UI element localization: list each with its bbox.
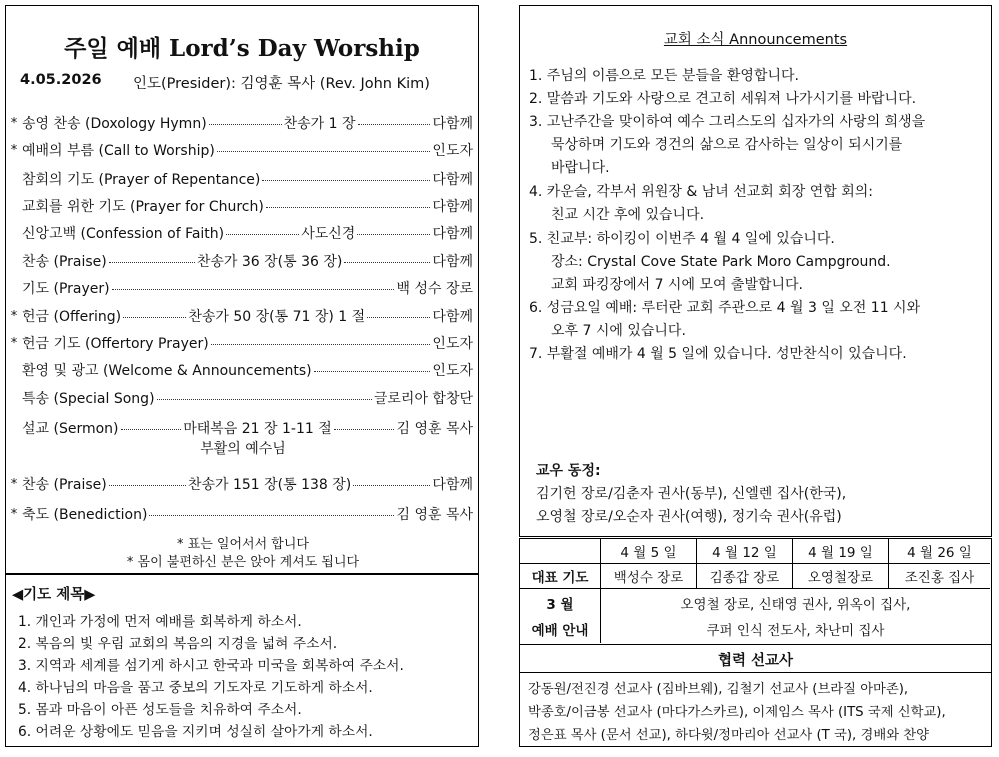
order-item-label: 특송 (Special Song)	[22, 391, 155, 407]
dotted-leader	[353, 485, 430, 486]
announcement-line: 묵상하며 기도와 경건의 삶으로 감사하는 일상이 되시기를	[551, 137, 903, 153]
standing-marker: *	[10, 308, 18, 324]
order-item-label: 헌금 (Offering)	[22, 309, 122, 325]
order-item-leader: 인도자	[432, 143, 473, 159]
dotted-leader	[211, 344, 431, 345]
standing-note: * 표는 일어서서 합니다	[177, 537, 309, 552]
prayer-item: 3. 지역과 세계를 섬기게 하시고 한국과 미국을 회복하여 주소서.	[18, 658, 404, 674]
worship-order-row	[6, 139, 480, 161]
dotted-leader	[157, 399, 372, 400]
announcement-line: 친교 시간 후에 있습니다.	[551, 207, 705, 223]
order-item-leader: 인도자	[432, 336, 473, 352]
worship-order-row	[6, 112, 480, 134]
order-item-leader: 글로리아 합창단	[373, 391, 473, 407]
divider	[520, 672, 991, 673]
order-item-leader: 다함께	[432, 199, 473, 215]
prayer-item: 1. 개인과 가정에 먼저 예배를 회복하게 하소서.	[18, 614, 302, 630]
dotted-leader	[217, 151, 431, 152]
prayer-topics-title: ◀기도 제목▶	[12, 587, 96, 603]
worship-guide-label	[520, 589, 601, 643]
dotted-leader	[112, 289, 395, 290]
dotted-leader	[109, 485, 186, 486]
worship-order-row	[6, 417, 480, 439]
worship-title: 주일 예배 Lord’s Day Worship	[64, 35, 420, 62]
order-item-label: 참회의 기도 (Prayer of Repentance)	[22, 172, 261, 188]
dotted-leader	[226, 234, 299, 235]
dotted-leader	[149, 515, 394, 516]
dotted-leader	[121, 429, 182, 430]
schedule-corner-cell	[520, 539, 601, 564]
worship-order-row	[6, 332, 480, 354]
missionary-line: 강동원/전진경 선교사 (짐바브웨), 김철기 선교사 (브라질 아마존),	[528, 682, 909, 697]
order-item-label: 기도 (Prayer)	[22, 281, 110, 297]
dotted-leader	[209, 124, 282, 125]
order-item-label: 교회를 위한 기도 (Prayer for Church)	[22, 199, 264, 215]
worship-guide-title: 예배 안내	[531, 623, 589, 639]
standing-marker: *	[10, 142, 18, 158]
worship-guide-month: 3 월	[546, 597, 574, 613]
order-item-label: 찬송 (Praise)	[22, 254, 107, 270]
member-news-line: 오영철 장로/오순자 권사(여행), 정기숙 권사(유럽)	[536, 509, 842, 525]
worship-order-row	[6, 168, 480, 190]
standing-marker: *	[10, 506, 18, 522]
order-item-reference: 사도신경	[301, 226, 356, 242]
announcement-line: 2. 말씀과 기도와 사랑으로 견고히 세워져 나가시기를 바랍니다.	[529, 91, 917, 107]
schedule-table	[519, 538, 992, 645]
worship-date: 4.05.2026	[20, 72, 102, 88]
announcement-line: 3. 고난주간을 맞이하여 예수 그리스도의 십자가의 사랑의 희생을	[529, 114, 926, 130]
missionaries-title: 협력 선교사	[717, 653, 794, 669]
order-item-leader: 다함께	[432, 309, 473, 325]
member-news-title: 교우 동정:	[536, 463, 601, 479]
worship-order-row	[6, 503, 480, 525]
order-item-leader: 인도자	[432, 363, 473, 379]
announcement-line: 5. 친교부: 하이킹이 이번주 4 월 4 일에 있습니다.	[529, 231, 835, 247]
prayer-item: 2. 복음의 빛 우림 교회의 복음의 지경을 넓혀 주소서.	[18, 636, 338, 652]
prayer-item: 6. 어려운 상황에도 믿음을 지키며 성실히 살아가게 하소서.	[18, 724, 373, 740]
order-item-leader: 다함께	[432, 254, 473, 270]
worship-guide-line: 쿠퍼 인식 전도사, 차난미 집사	[706, 623, 885, 639]
schedule-date: 4 월 5 일	[601, 539, 697, 564]
announcement-line: 1. 주님의 이름으로 모든 분들을 환영합니다.	[529, 68, 799, 84]
worship-order-row	[6, 359, 480, 381]
missionary-line: 정은표 목사 (문서 선교), 하다윗/정마리아 선교사 (T 국), 경배와 찬양	[528, 728, 929, 743]
order-item-leader: 김 영훈 목사	[396, 507, 473, 523]
announcement-line: 6. 성금요일 예배: 루터란 교회 주관으로 4 월 3 일 오전 11 시와	[529, 300, 921, 316]
prayer-leader: 김종갑 장로	[697, 564, 793, 589]
announcement-line: 교회 파킹장에서 7 시에 모여 출발합니다.	[551, 277, 803, 293]
prayer-item: 4. 하나님의 마음을 품고 중보의 기도자로 기도하게 하소서.	[18, 680, 373, 696]
order-item-label: 신앙고백 (Confession of Faith)	[22, 226, 225, 242]
prayer-leader: 오영철장로	[793, 564, 889, 589]
schedule-date: 4 월 26 일	[889, 539, 990, 564]
seating-note: * 몸이 불편하신 분은 앉아 계셔도 됩니다	[126, 555, 360, 570]
dotted-leader	[357, 234, 430, 235]
standing-marker: *	[10, 335, 18, 351]
order-item-label: 환영 및 광고 (Welcome & Announcements)	[22, 363, 312, 379]
schedule-date: 4 월 12 일	[697, 539, 793, 564]
order-item-reference: 마태복음 21 장 1-11 절	[183, 421, 332, 437]
order-item-leader: 다함께	[432, 477, 473, 493]
dotted-leader	[334, 429, 395, 430]
schedule-date: 4 월 19 일	[793, 539, 889, 564]
worship-order-row	[6, 473, 480, 495]
order-item-leader: 김 영훈 목사	[396, 421, 473, 437]
member-news-line: 김기헌 장로/김춘자 권사(동부), 신엘렌 집사(한국),	[536, 486, 847, 502]
dotted-leader	[314, 371, 431, 372]
worship-guide-line: 오영철 장로, 신태영 권사, 위옥이 집사,	[680, 597, 911, 613]
prayer-leader-label: 대표 기도	[520, 564, 601, 589]
order-item-reference: 찬송가 1 장	[283, 116, 356, 132]
order-item-reference: 찬송가 36 장(통 36 장)	[196, 254, 343, 270]
prayer-topics-panel	[5, 574, 479, 747]
order-item-label: 찬송 (Praise)	[22, 477, 107, 493]
missionaries-panel	[519, 644, 992, 747]
missionary-line: 박종호/이금봉 선교사 (마다가스카르), 이제임스 목사 (ITS 국제 신학교),	[528, 705, 946, 720]
announcement-line: 7. 부활절 예배가 4 월 5 일에 있습니다. 성만찬식이 있습니다.	[529, 346, 907, 362]
dotted-leader	[358, 124, 431, 125]
order-item-label: 헌금 기도 (Offertory Prayer)	[22, 336, 209, 352]
announcement-line: 오후 7 시에 있습니다.	[551, 323, 686, 339]
dotted-leader	[344, 262, 430, 263]
dotted-leader	[123, 317, 186, 318]
order-item-leader: 다함께	[432, 226, 474, 242]
worship-order-row	[6, 250, 480, 272]
order-item-leader: 다함께	[432, 172, 473, 188]
dotted-leader	[367, 317, 430, 318]
prayer-leader: 백성수 장로	[601, 564, 697, 589]
order-item-label: 예배의 부름 (Call to Worship)	[22, 143, 215, 159]
worship-presider: 인도(Presider): 김영훈 목사 (Rev. John Kim)	[133, 76, 430, 92]
prayer-item: 5. 몸과 마음이 아픈 성도들을 치유하여 주소서.	[18, 702, 302, 718]
announcement-line: 장소: Crystal Cove State Park Moro Campground.	[551, 254, 891, 270]
dotted-leader	[262, 180, 430, 181]
sermon-title: 부활의 예수님	[200, 441, 286, 457]
announcement-line: 바랍니다.	[551, 160, 610, 176]
worship-order-row	[6, 277, 480, 299]
order-item-label: 축도 (Benediction)	[22, 507, 148, 523]
worship-order-row	[6, 305, 480, 327]
prayer-leader: 조진홍 집사	[889, 564, 990, 589]
announcements-panel	[519, 5, 992, 537]
standing-marker: *	[10, 476, 18, 492]
worship-guide-names	[601, 589, 990, 643]
order-item-leader: 백 성수 장로	[396, 281, 473, 297]
standing-marker: *	[10, 115, 18, 131]
dotted-leader	[109, 262, 195, 263]
order-item-label: 송영 찬송 (Doxology Hymn)	[22, 116, 207, 132]
order-item-reference: 찬송가 50 장(통 71 장) 1 절	[188, 309, 366, 325]
worship-order-panel	[5, 5, 479, 574]
worship-order-row	[6, 195, 480, 217]
worship-order-row	[6, 222, 480, 244]
announcements-title: 교회 소식 Announcements	[663, 32, 848, 48]
order-item-label: 설교 (Sermon)	[22, 421, 119, 437]
worship-order-row	[6, 387, 480, 409]
dotted-leader	[266, 207, 431, 208]
order-item-leader: 다함께	[432, 116, 474, 132]
order-item-reference: 찬송가 151 장(통 138 장)	[187, 477, 352, 493]
announcement-line: 4. 카운슬, 각부서 위원장 & 남녀 선교회 회장 연합 회의:	[529, 184, 873, 200]
